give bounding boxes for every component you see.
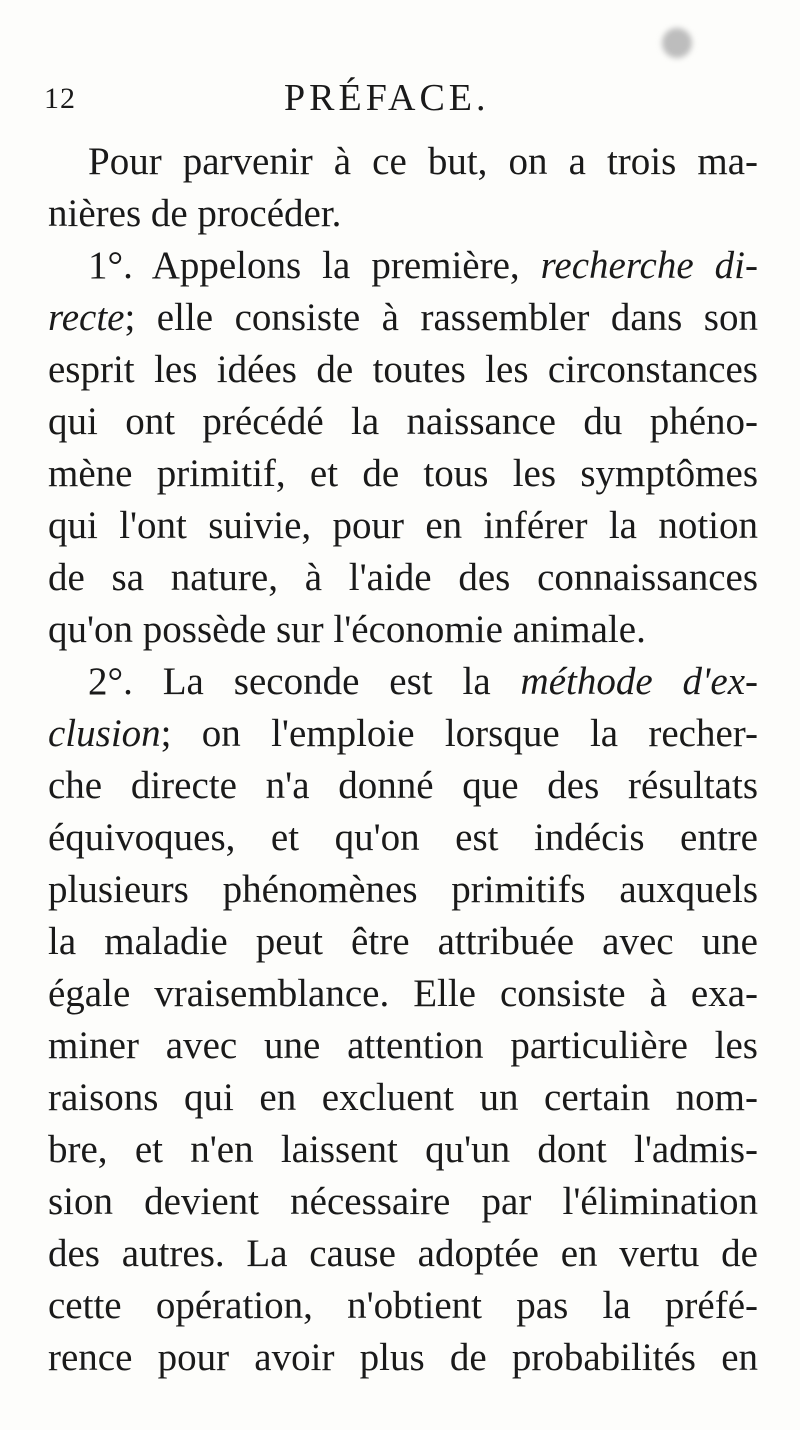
text-segment: 2°. La seconde est la bbox=[88, 660, 521, 703]
text-line bbox=[48, 344, 758, 396]
text-line bbox=[48, 1332, 758, 1384]
text-segment: sion devient nécessaire par l'élimination bbox=[48, 1180, 758, 1223]
text-line bbox=[48, 760, 758, 812]
text-line bbox=[48, 1176, 758, 1228]
text-line bbox=[48, 396, 758, 448]
text-line bbox=[48, 448, 758, 500]
text-line bbox=[48, 968, 758, 1020]
text-segment-italic: clusion bbox=[48, 712, 161, 755]
text-line bbox=[48, 1124, 758, 1176]
text-segment: 1°. Appelons la première, bbox=[88, 244, 541, 287]
text-segment-italic: recte bbox=[48, 296, 125, 339]
text-segment: miner avec une attention particulière les bbox=[48, 1024, 758, 1067]
text-line bbox=[48, 916, 758, 968]
text-segment: de sa nature, à l'aide des connaissances bbox=[48, 556, 758, 599]
text-line bbox=[48, 188, 758, 240]
text-line bbox=[48, 240, 758, 292]
text-line bbox=[48, 552, 758, 604]
text-line bbox=[48, 1228, 758, 1280]
text-line bbox=[48, 864, 758, 916]
text-segment: nières de procéder. bbox=[48, 192, 342, 235]
text-segment: qu'on possède sur l'économie animale. bbox=[48, 608, 646, 651]
text-line bbox=[48, 1072, 758, 1124]
text-segment: la maladie peut être attribuée avec une bbox=[48, 920, 758, 963]
text-segment: qui l'ont suivie, pour en inférer la notion bbox=[48, 504, 758, 547]
text-segment: ; on l'emploie lorsque la recher- bbox=[160, 712, 758, 755]
text-line bbox=[48, 136, 758, 188]
text-segment: Pour parvenir à ce but, on a trois ma- bbox=[88, 140, 758, 183]
text-segment: des autres. La cause adoptée en vertu de bbox=[48, 1232, 758, 1275]
text-line bbox=[48, 500, 758, 552]
text-segment: plusieurs phénomènes primitifs auxquels bbox=[48, 868, 758, 911]
text-line bbox=[48, 604, 758, 656]
text-line bbox=[48, 708, 758, 760]
ink-smudge-mark bbox=[662, 28, 692, 58]
text-segment: qui ont précédé la naissance du phéno- bbox=[48, 400, 758, 443]
text-segment: bre, et n'en laissent qu'un dont l'admis- bbox=[48, 1128, 758, 1171]
text-segment: ; elle consiste à rassembler dans son bbox=[124, 296, 758, 339]
text-segment: rence pour avoir plus de probabilités en bbox=[48, 1336, 758, 1379]
text-segment: che directe n'a donné que des résultats bbox=[48, 764, 758, 807]
text-line bbox=[48, 292, 758, 344]
text-segment: égale vraisemblance. Elle consiste à exa- bbox=[48, 972, 758, 1015]
text-segment: esprit les idées de toutes les circonstances bbox=[48, 348, 758, 391]
text-segment: cette opération, n'obtient pas la préfé- bbox=[48, 1284, 758, 1327]
text-line bbox=[48, 656, 758, 708]
text-line bbox=[48, 1020, 758, 1072]
text-segment: raisons qui en excluent un certain nom- bbox=[48, 1076, 758, 1119]
text-segment-italic: méthode d'ex- bbox=[520, 660, 758, 703]
body-text bbox=[48, 136, 758, 1384]
text-segment: mène primitif, et de tous les symptômes bbox=[48, 452, 758, 495]
page-header bbox=[0, 68, 800, 128]
running-title: PRÉFACE. bbox=[284, 77, 490, 119]
text-line bbox=[48, 1280, 758, 1332]
page-number: 12 bbox=[44, 82, 76, 115]
text-segment-italic: recherche di- bbox=[540, 244, 758, 287]
text-segment: équivoques, et qu'on est indécis entre bbox=[48, 816, 758, 859]
text-line bbox=[48, 812, 758, 864]
